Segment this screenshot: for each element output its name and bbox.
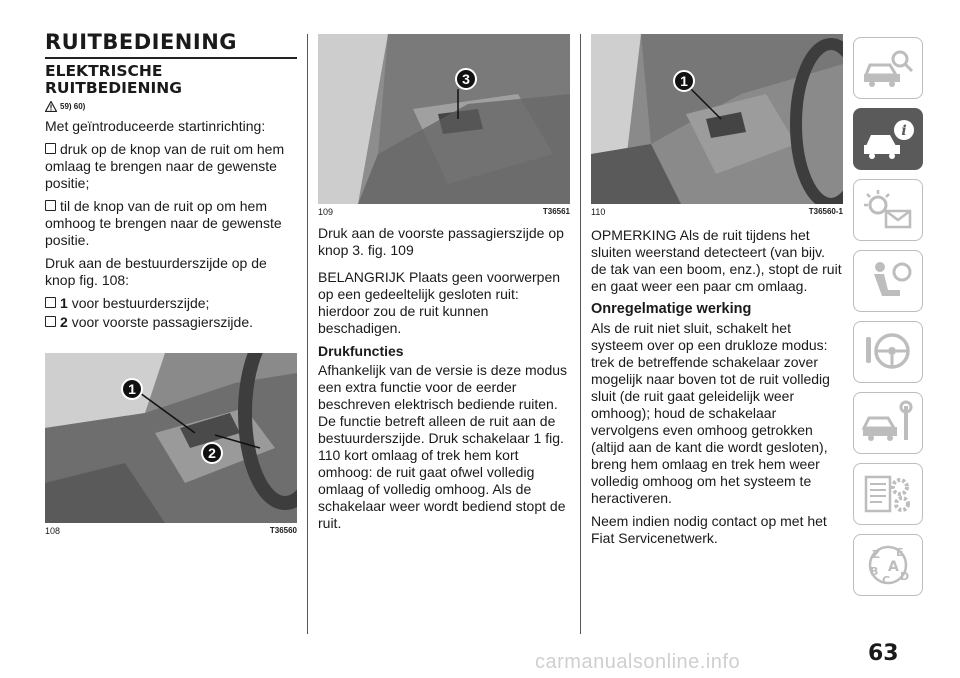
- section-title: RUITBEDIENING: [45, 30, 297, 59]
- warning-lights-icon: [860, 187, 916, 233]
- bullet-box-icon: [45, 297, 56, 308]
- car-wrench-icon: [860, 400, 916, 446]
- paragraph: Afhankelijk van de versie is deze modus een extra functie voor de eerder beschreven elektrisch bediende ruiten. De functie betreft alleen de ruit aan de bestuurderszijde. Druk schakelaar 1 fig. 110 kort omlaag of trek hem kort omhoog: de ruit gaat ofwel volledig omlaag of volledig omhoog. Als de schakelaar weer wordt bediend stopt de ruit.: [318, 362, 568, 531]
- column-2: [318, 30, 570, 538]
- bullet-text: til de knop van de ruit op om hem omhoog te brengen naar de gewenste positie.: [45, 198, 282, 248]
- tab-airbag-seat[interactable]: [853, 250, 923, 312]
- paragraph: Als de ruit niet sluit, schakelt het systeem over op een drukloze modus: trek de betreffende schakelaar zover mogelijk naar boven tot de ruit volledig sluit (de ruit gaat geleidelijk weer omhoog); houd de schakelaar vervolgens even omhoog getrokken (altijd aan de kant die wordt gesloten), breng hem omlaag en trek hem weer volledig omhoog om het systeem te heractiveren.: [591, 320, 830, 506]
- bullet-item: [45, 141, 297, 192]
- column-divider: [580, 34, 581, 634]
- paragraph: Druk aan de voorste passagierszijde op knop 3. fig. 109: [318, 225, 564, 258]
- tab-warning-lights[interactable]: [853, 179, 923, 241]
- bullet-item: [45, 295, 297, 312]
- figure-number: 109: [318, 207, 334, 217]
- callout-1: 1: [121, 378, 143, 400]
- tab-car-wrench[interactable]: [853, 392, 923, 454]
- chapter-tabs: [853, 37, 925, 605]
- callout-1: 1: [673, 70, 695, 92]
- door-panel-photo: [591, 34, 843, 204]
- tab-car-search[interactable]: [853, 37, 923, 99]
- svg-text:A: A: [888, 559, 899, 575]
- item-number: 2: [60, 314, 68, 330]
- figure-code: T36560: [269, 526, 297, 535]
- figure-caption: [318, 207, 570, 217]
- column-1: [45, 30, 297, 544]
- svg-text:E: E: [896, 546, 904, 559]
- item-number: 1: [60, 295, 68, 311]
- alphabet-index-icon: [860, 542, 916, 588]
- figure-number: 110: [591, 207, 606, 217]
- car-search-icon: [860, 45, 916, 91]
- tab-alphabet-index[interactable]: [853, 534, 923, 596]
- bullet-text: druk op de knop van de ruit om hem omlaag te brengen naar de gewenste positie;: [45, 141, 285, 191]
- airbag-seat-icon: [860, 258, 916, 304]
- svg-text:C: C: [882, 574, 891, 587]
- specs-gears-icon: [860, 471, 916, 517]
- door-panel-photo: [318, 34, 570, 204]
- svg-text:D: D: [900, 570, 910, 583]
- bullet-box-icon: [45, 143, 56, 154]
- callout-2: 2: [201, 442, 223, 464]
- bullet-item: [45, 314, 297, 331]
- watermark: carmanualsonline.info: [535, 651, 741, 673]
- figure-109-image: [318, 34, 570, 204]
- paragraph: Neem indien nodig contact op met het Fiat Servicenetwerk.: [591, 513, 827, 546]
- bullet-item: [45, 198, 297, 249]
- figure-code: T36561: [542, 207, 570, 216]
- warning-reference: [45, 101, 297, 112]
- bullet-box-icon: [45, 200, 56, 211]
- paragraph: Druk aan de bestuurderszijde op de knop fig. 108:: [45, 255, 267, 288]
- column-divider: [307, 34, 308, 634]
- figure-number: 108: [45, 526, 61, 536]
- subheading: Onregelmatige werking: [591, 301, 752, 317]
- bullet-text: voor voorste passagierszijde.: [71, 314, 253, 330]
- figure-110-image: [591, 34, 843, 204]
- svg-text:Z: Z: [872, 548, 880, 561]
- warning-refs-text: 59) 60): [60, 102, 86, 111]
- svg-text:B: B: [870, 565, 879, 578]
- figure-code: T36560-1: [808, 207, 843, 216]
- bullet-text: voor bestuurderszijde;: [71, 295, 210, 311]
- bullet-box-icon: [45, 316, 56, 327]
- callout-3: 3: [455, 68, 477, 90]
- tab-steering-wheel[interactable]: [853, 321, 923, 383]
- warning-triangle-icon: [45, 101, 57, 112]
- intro-text: Met geïntroduceerde startinrichting:: [45, 118, 266, 134]
- tab-specs-gears[interactable]: [853, 463, 923, 525]
- door-panel-photo: [45, 353, 297, 523]
- page-number: 63: [868, 641, 899, 666]
- car-info-icon: [860, 116, 916, 162]
- column-3: [591, 30, 843, 553]
- figure-caption: [45, 526, 297, 536]
- figure-108-image: [45, 353, 297, 523]
- svg-text:i: i: [901, 123, 907, 139]
- figure-caption: [591, 207, 843, 217]
- paragraph: BELANGRIJK Plaats geen voorwerpen op een gedeeltelijk gesloten ruit: hierdoor zou de ruit kunnen beschadigen.: [318, 269, 561, 336]
- paragraph: OPMERKING Als de ruit tijdens het sluiten weerstand detecteert (van bijv. de tak van een boom, enz.), stopt de ruit en gaat weer een paar cm omlaag.: [591, 227, 842, 294]
- subheading: Drukfuncties: [318, 343, 404, 359]
- subsection-title: ELEKTRISCHE RUITBEDIENING: [45, 62, 182, 97]
- tab-car-info[interactable]: [853, 108, 923, 170]
- steering-wheel-icon: [860, 329, 916, 375]
